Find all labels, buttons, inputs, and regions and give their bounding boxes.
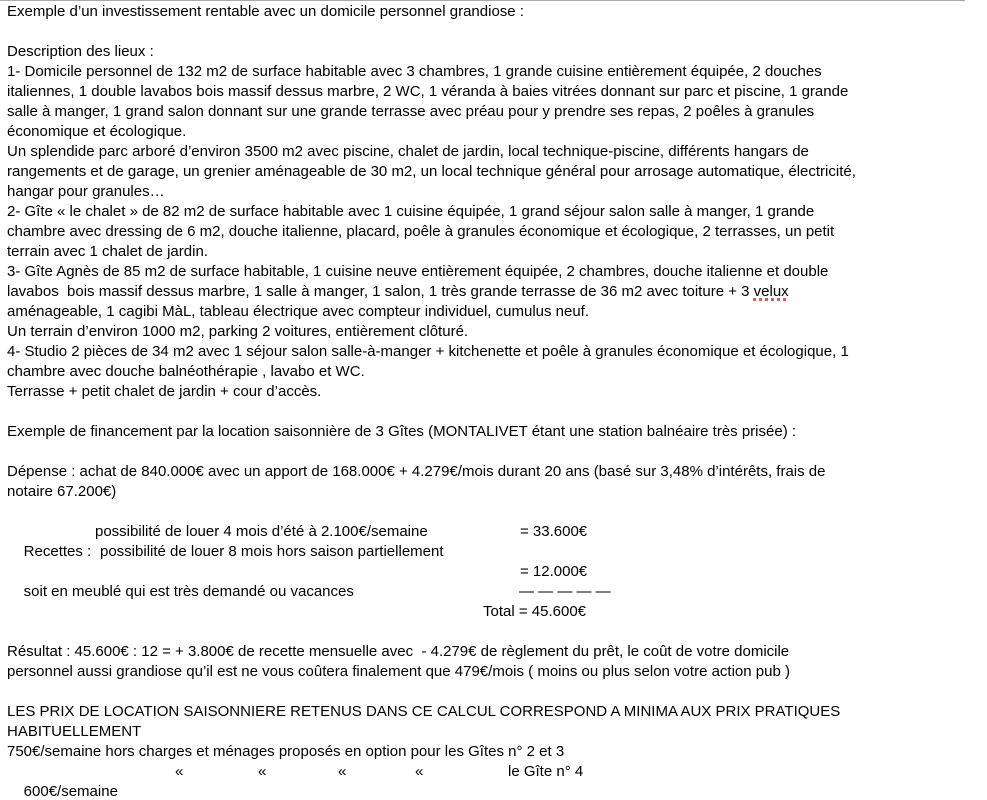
gite-agnes-line-1: 3- Gîte Agnès de 85 m2 de surface habitable, 1 cuisine neuve entièrement équipée, 2 chambres, douche italienne et double (7, 263, 829, 280)
studio-line-1: 4- Studio 2 pièces de 34 m2 avec 1 séjour salon salle-à-manger + kitchenette et poêle à granules économique et écologique, 1 (7, 343, 849, 360)
domicile-line-2: italiennes, 1 double lavabos bois massif dessus marbre, 2 WC, 1 véranda à baies vitrées donnant sur parc et piscine, 1 grande (7, 83, 849, 100)
gite-agnes-line-2 (7, 282, 987, 302)
gite-chalet-line-1: 2- Gîte « le chalet » de 82 m2 de surface habitable avec 1 cuisine équipée, 1 grand séjour salon salle à manger, 1 grande (7, 203, 815, 220)
resultat-line-1: Résultat : 45.600€ : 12 = + 3.800€ de recette mensuelle avec - 4.279€ de règlement du prêt, le coût de votre domicile (7, 643, 790, 660)
parc-line-3: hangar pour granules… (7, 183, 165, 200)
blank-line (7, 682, 987, 702)
recettes-total-row (7, 602, 987, 622)
terrasse-line: Terrasse + petit chalet de jardin + cour d’accès. (7, 383, 322, 400)
doc-title: Exemple d’un investissement rentable avec un domicile personnel grandiose : (7, 3, 524, 20)
prix-line-3: 750€/semaine hors charges et ménages proposés en option pour les Gîtes n° 2 et 3 (7, 743, 565, 760)
recettes-row-3-text: soit en meublé qui est très demandé ou vacances (23, 583, 354, 600)
resultat-line-2: personnel aussi grandiose qu’il est ne vous coûtera finalement que 479€/mois ( moins ou plus selon votre action pub ) (7, 663, 790, 680)
gite-chalet-line-2: chambre avec dressing de 6 m2, douche italienne, placard, poêle à granules économique et écologique, 2 terrasses, un petit (7, 223, 835, 240)
blank-line (7, 622, 987, 642)
parc-line-1: Un splendide parc arboré d’environ 3500 m2 avec piscine, chalet de jardin, local technique-piscine, différents hangars de (7, 143, 809, 160)
ditto-mark-4: « (415, 763, 424, 780)
depense-line-1: Dépense : achat de 840.000€ avec un apport de 168.000€ + 4.279€/mois durant 20 ans (basé sur 3,48% d’intérêts, frais de (7, 463, 826, 480)
prix-gite4-rate: 600€/semaine (23, 783, 118, 800)
recettes-row-2 (7, 542, 987, 562)
recettes-row-3-value: = 12.000€ (520, 563, 588, 580)
gite-agnes-line-3: aménageable, 1 cagibi MàL, tableau électrique avec compteur individuel, cumulus neuf. (7, 303, 590, 320)
recettes-row-2-text: possibilité de louer 8 mois hors saison partiellement (100, 543, 444, 560)
recettes-label: Recettes : (23, 543, 92, 560)
prix-line-2: HABITUELLEMENT (7, 723, 142, 740)
parc-line-2: rangements et de garage, un grenier aménageable de 30 m2, un local technique général pour arrosage automatique, électricité, (7, 163, 856, 180)
blank-line (7, 442, 987, 462)
prix-line-1: LES PRIX DE LOCATION SAISONNIERE RETENUS DANS CE CALCUL CORRESPOND A MINIMA AUX PRIX PRATIQUES (7, 703, 841, 720)
misspelled-word-velux: velux (753, 283, 789, 300)
blank-line (7, 402, 987, 422)
sum-separator-dashes: — — — — — (519, 583, 611, 600)
prix-gite4-label: le Gîte n° 4 (508, 763, 584, 780)
ditto-mark-3: « (338, 763, 347, 780)
recettes-row-3 (7, 562, 987, 600)
description-heading: Description des lieux : (7, 43, 154, 60)
recettes-row-1-value: = 33.600€ (520, 523, 588, 540)
ditto-mark-1: « (175, 763, 184, 780)
gite-agnes-line-2-text: lavabos bois massif dessus marbre, 1 salle à manger, 1 salon, 1 très grande terrasse de 36 m2 avec toiture + 3 (7, 283, 754, 300)
recettes-row-1-text: possibilité de louer 4 mois d’été à 2.100€/semaine (95, 523, 428, 540)
recettes-separator-row (7, 582, 987, 602)
financement-intro: Exemple de financement par la location saisonnière de 3 Gîtes (MONTALIVET étant une station balnéaire très prisée) : (7, 423, 797, 440)
domicile-line-3: salle à manger, 1 grand salon donnant sur une grande terrasse avec préau pour y prendre ses repas, 2 poêles à granules (7, 103, 815, 120)
terrain-line: Un terrain d’environ 1000 m2, parking 2 voitures, entièrement clôturé. (7, 323, 469, 340)
blank-line (7, 502, 987, 522)
prix-gite4-row (7, 762, 987, 800)
studio-line-2: chambre avec douche balnéothérapie , lavabo et WC. (7, 363, 365, 380)
domicile-line-4: économique et écologique. (7, 123, 187, 140)
top-edge-artifact (0, 0, 965, 1)
domicile-line-1: 1- Domicile personnel de 132 m2 de surface habitable avec 3 chambres, 1 grande cuisine entièrement équipée, 2 douches (7, 63, 822, 80)
recettes-total: Total = 45.600€ (483, 603, 587, 620)
blank-line (7, 22, 987, 42)
gite-chalet-line-3: terrain avec 1 chalet de jardin. (7, 243, 208, 260)
ditto-mark-2: « (258, 763, 267, 780)
depense-line-2: notaire 67.200€) (7, 483, 117, 500)
